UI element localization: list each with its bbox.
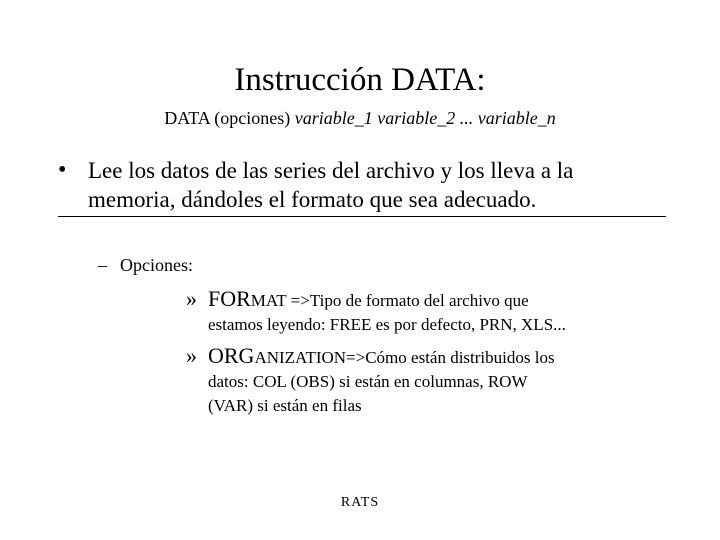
option-organization-continuation-2: (VAR) si están en filas: [208, 396, 362, 415]
syntax-variables: variable_1 variable_2 ... variable_n: [294, 108, 556, 128]
option-format-keyword: FOR: [208, 286, 251, 311]
options-label: Opciones:: [120, 255, 193, 275]
option-organization-marker: »: [186, 343, 197, 368]
sub-bullet-dash: –: [98, 255, 107, 275]
slide-title: Instrucción DATA:: [234, 62, 486, 98]
option-organization-keyword: ORG: [208, 343, 255, 368]
bullet-line-2: memoria, dándoles el formato que sea adecuado.: [88, 187, 537, 212]
footer-label: RATS: [340, 495, 380, 510]
option-format-continuation: estamos leyendo: FREE es por defecto, PRN, XLS...: [208, 315, 566, 334]
bullet-line-1: Lee los datos de las series del archivo y los lleva a la: [88, 158, 574, 183]
option-format-marker: »: [186, 286, 197, 311]
bullet-text: [88, 156, 688, 214]
option-organization-line: [208, 343, 555, 371]
option-format-line: [208, 286, 529, 314]
bullet-marker: •: [58, 157, 67, 183]
divider-line: [58, 216, 666, 217]
syntax-line: [0, 106, 720, 130]
syntax-prefix: DATA (opciones): [164, 108, 291, 128]
option-format-description: MAT =>Tipo de formato del archivo que: [250, 291, 529, 310]
option-organization-continuation-1: datos: COL (OBS) si están en columnas, ROW: [208, 372, 528, 391]
option-organization-description: ANIZATION=>Cómo están distribuidos los: [254, 348, 555, 367]
